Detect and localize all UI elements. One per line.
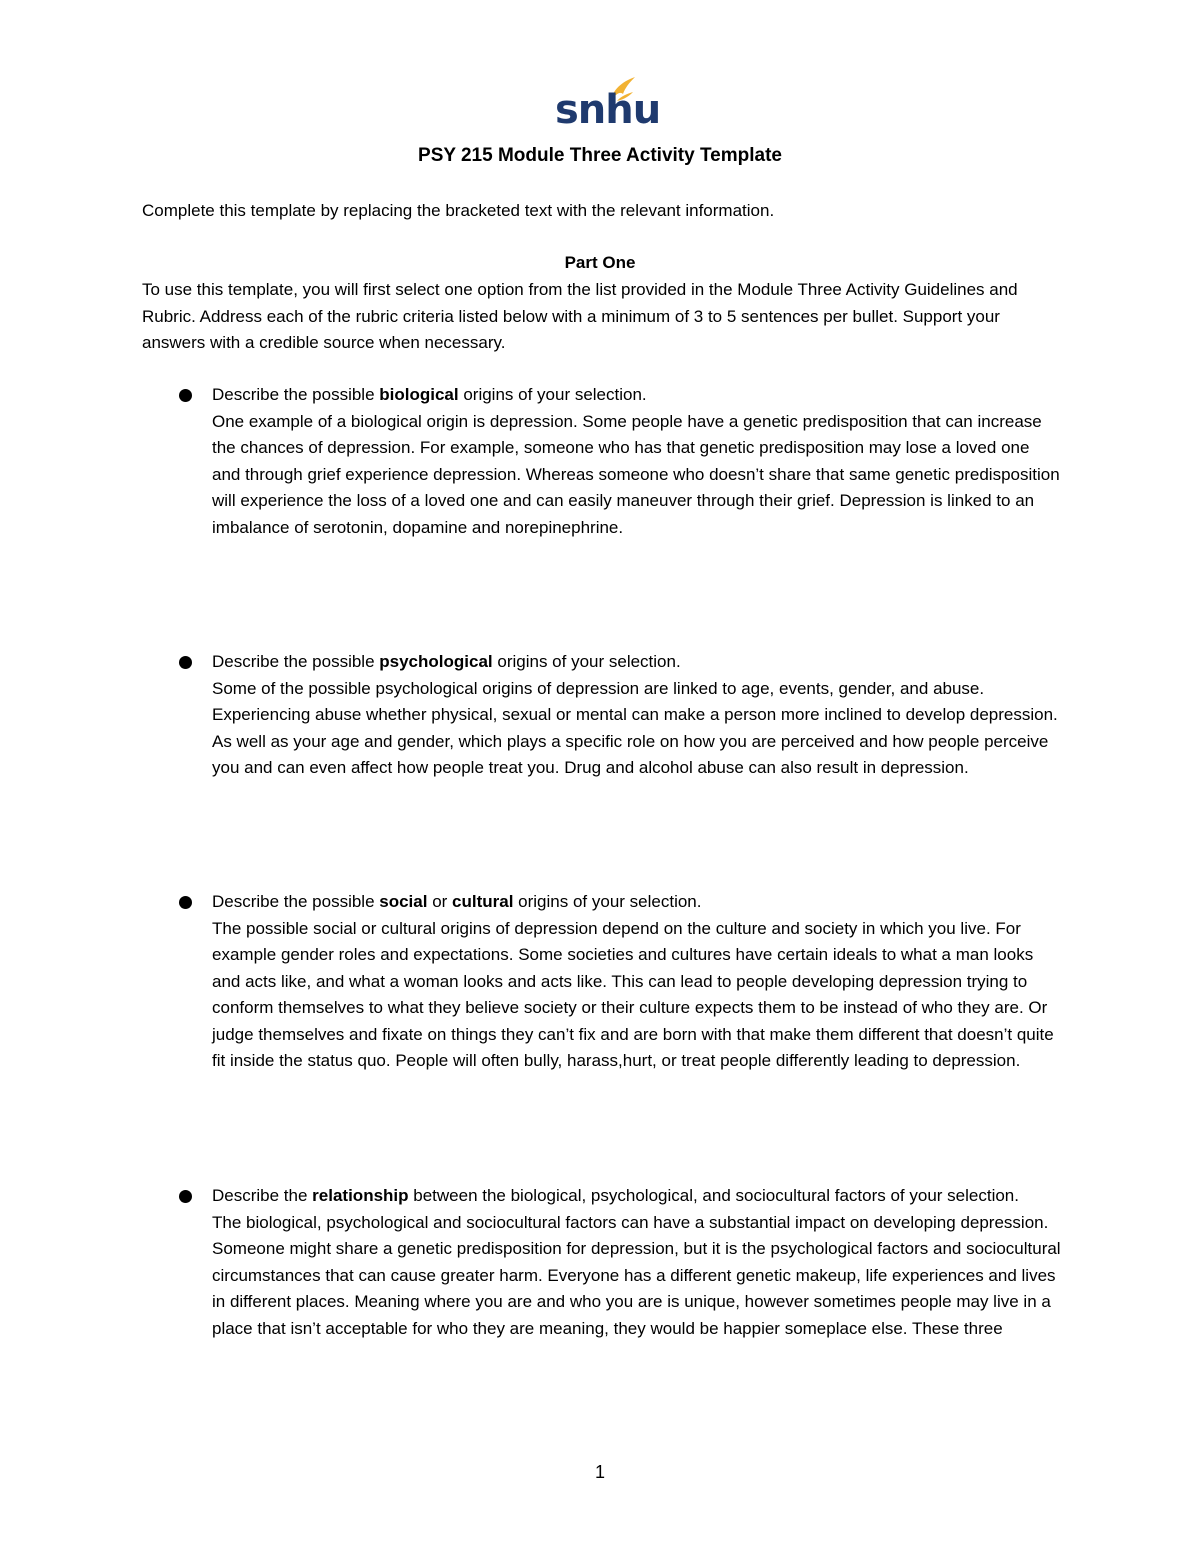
intro-text: Complete this template by replacing the bracketed text with the relevant information. — [142, 201, 775, 220]
page-number: 1 — [594, 1462, 605, 1482]
bullet-icon — [179, 656, 192, 669]
bullet-answer: Some of the possible psychological origins of depression are linked to age, events, gender, and abuse. Experiencing abuse whether physical, sexual or mental can make a person more inclined to develop depression. As well as your age and gender, which plays a specific role on how you are perceived and how people perceive you and can even affect how people treat you. Drug and alcohol abuse can also result in depression. — [212, 678, 1058, 777]
logo-text: snhu — [555, 87, 661, 133]
page-title: PSY 215 Module Three Activity Template — [418, 145, 782, 166]
bullet-icon — [179, 389, 192, 402]
bullet-relationship — [142, 1183, 1062, 1342]
bullet-biological — [142, 382, 1062, 541]
bullet-answer: One example of a biological origin is depression. Some people have a genetic predisposition that can increase the chances of depression. For example, someone who has that genetic predisposition may lose a loved one and through grief experience depression. Whereas someone who doesn’t share that same genetic predisposition will experience the loss of a loved one and can easily maneuver through their grief. Depression is linked to an imbalance of serotonin, dopamine and norepinephrine. — [212, 411, 1060, 537]
bullet-answer: The biological, psychological and sociocultural factors can have a substantial impact on developing depression. Someone might share a genetic predisposition for depression, but it is the psychological factors and sociocultural circumstances that can cause greater harm. Everyone has a different genetic makeup, life experiences and lives in different places. Meaning where you are and who you are is unique, however sometimes people may live in a place that isn’t acceptable for who they are meaning, they would be happier someplace else. These three — [212, 1212, 1061, 1338]
bullet-prompt: Describe the possible social or cultural origins of your selection. — [212, 892, 702, 911]
bullet-prompt: Describe the possible psychological origins of your selection. — [212, 652, 681, 671]
bullet-social-cultural — [142, 889, 1062, 1075]
snhu-logo — [555, 74, 661, 134]
part-one-instructions: To use this template, you will first select one option from the list provided in the Module Three Activity Guidelines and Rubric. Address each of the rubric criteria listed below with a minimum of 3 to 5 sentences per bullet. Support your answers with a credible source when necessary. — [142, 280, 1018, 352]
part-one-heading: Part One — [564, 253, 636, 272]
bullet-answer: The possible social or cultural origins of depression depend on the culture and society in which you live. For example gender roles and expectations. Some societies and cultures have certain ideals to what a man looks and acts like, and what a woman looks and acts like. This can lead to people developing depression trying to conform themselves to what they believe society or their culture expects them to be instead of who they are. Or judge themselves and fixate on things they can’t fix and are born with that make them different that doesn’t quite fit inside the status quo. People will often bully, harass,hurt, or treat people differently leading to depression. — [212, 918, 1054, 1070]
bullet-icon — [179, 1190, 192, 1203]
bullet-icon — [179, 896, 192, 909]
bullet-psychological — [142, 649, 1062, 782]
bullet-prompt: Describe the possible biological origins of your selection. — [212, 385, 647, 404]
bullet-prompt: Describe the relationship between the biological, psychological, and sociocultural factors of your selection. — [212, 1186, 1019, 1205]
